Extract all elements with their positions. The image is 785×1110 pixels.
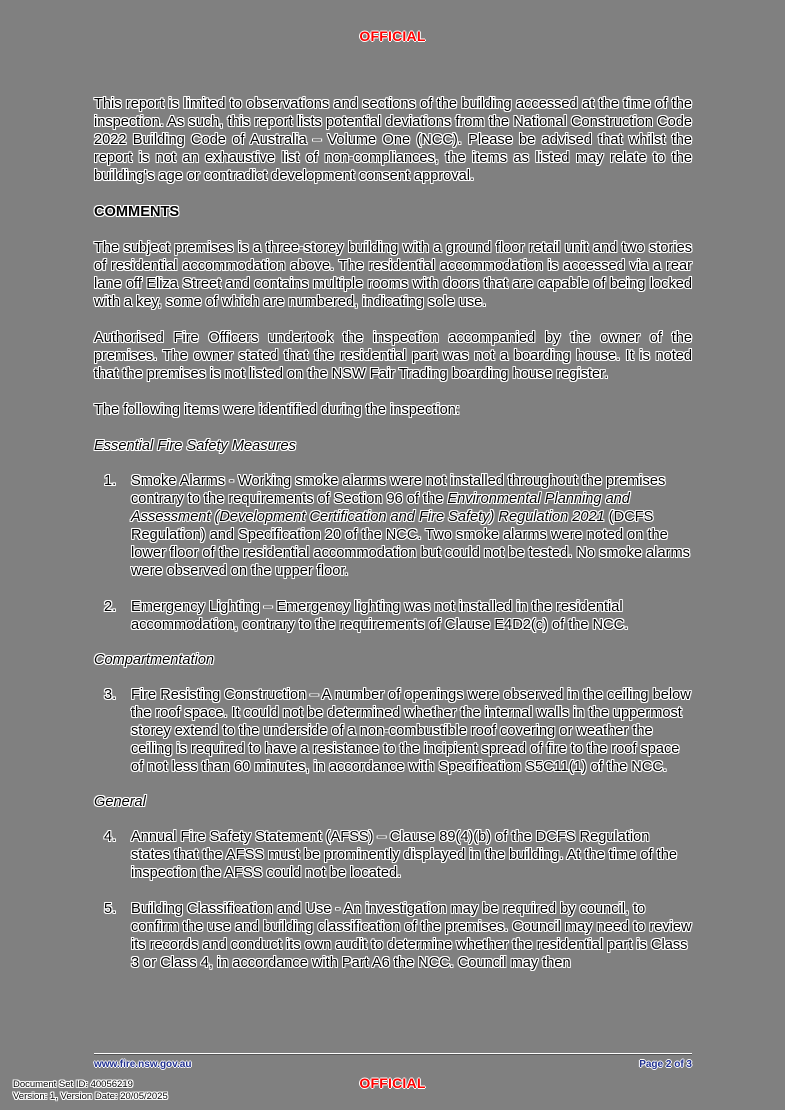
document-body [94,95,692,989]
list-item-building-classification [94,900,692,972]
classification-label: OFFICIAL [359,28,426,44]
list-item-smoke-alarms [94,472,692,580]
section-heading-general: General [94,794,146,810]
comments-heading: COMMENTS [94,204,180,220]
item-number: 2. [104,599,117,615]
document-version: Version: 1, Version Date: 20/05/2025 [13,1091,168,1102]
classification-marking-top [0,28,785,44]
item-text: (DCFS Regulation) and Specification 20 of the NCC. Two smoke alarms were noted on the lower floor of the residential accommodation but could not be tested. No smoke alarms were observed on the upper floor. [131,509,690,579]
item-text: Building Classification and Use - An investigation may be required by council, to confirm the use and building classification of the premises. Council may need to review its records and conduct its own audit to determine whether the residential part is Class 3 or Class 4, in accordance with Part A6 the NCC. Council may then [131,901,692,971]
general-list [94,828,692,972]
list-item-fire-resisting-construction [94,686,692,776]
classification-label: OFFICIAL [359,1075,426,1091]
section-heading-compartmentation: Compartmentation [94,652,215,668]
intro-paragraph: This report is limited to observations and sections of the building accessed at the time of the inspection. As such, this report lists potential deviations from the National Construction Code 2022 Building Code of Australia – Volume One (NCC). Please be advised that whilst the report is not an exhaustive list of non-compliances, the items as listed may relate to the building's age or contradict development consent approval. [94,96,692,184]
item-text: Fire Resisting Construction – A number of openings were observed in the ceiling below the roof space. It could not be determined whether the internal walls in the uppermost storey extend to the underside of a non-combustible roof covering or weather the ceiling is required to have a resistance to the incipient spread of fire to the roof space of not less than 60 minutes, in accordance with Specification S5C11(1) of the NCC. [131,687,691,775]
footer-divider [94,1053,692,1055]
item-text: Annual Fire Safety Statement (AFSS) – Clause 89(4)(b) of the DCFS Regulation states that the AFSS must be prominently displayed in the building. At the time of the inspection the AFSS could not be located. [131,829,677,881]
comments-paragraph-items-intro: The following items were identified during the inspection: [94,402,460,418]
document-metadata [13,1079,168,1103]
comments-paragraph-premises: The subject premises is a three-storey building with a ground floor retail unit and two stories of residential accommodation above. The residential accommodation is accessed via a rear lane off Eliza Street and contains multiple rooms with doors that are capable of being locked with a key, some of which are numbered, indicating sole use. [94,240,692,310]
item-number: 5. [104,901,117,917]
page-number: Page 2 of 3 [639,1059,692,1070]
comments-paragraph-inspection: Authorised Fire Officers undertook the inspection accompanied by the owner of the premises. The owner stated that the residential part was not a boarding house. It is noted that the premises is not listed on the NSW Fair Trading boarding house register. [94,330,692,382]
footer-website-link[interactable]: www.fire.nsw.gov.au [94,1059,192,1070]
item-text-regulation-title: Environmental Planning and Assessment (Development Certification and Fire Safety) Regulation 2021 [131,491,630,525]
item-number: 4. [104,829,117,845]
item-number: 3. [104,687,117,703]
document-set-id: Document Set ID: 40056219 [13,1079,133,1090]
item-text: Smoke Alarms - Working smoke alarms were not installed throughout the premises contrary to the requirements of Section 96 of the [131,473,666,507]
compartmentation-list [94,686,692,776]
list-item-emergency-lighting [94,598,692,634]
essential-fire-safety-list [94,472,692,634]
list-item-afss [94,828,692,882]
item-text: Emergency Lighting – Emergency lighting was not installed in the residential accommodation, contrary to the requirements of Clause E4D2(c) of the NCC. [131,599,629,633]
section-heading-essential-fire-safety: Essential Fire Safety Measures [94,438,296,454]
item-number: 1. [104,473,117,489]
